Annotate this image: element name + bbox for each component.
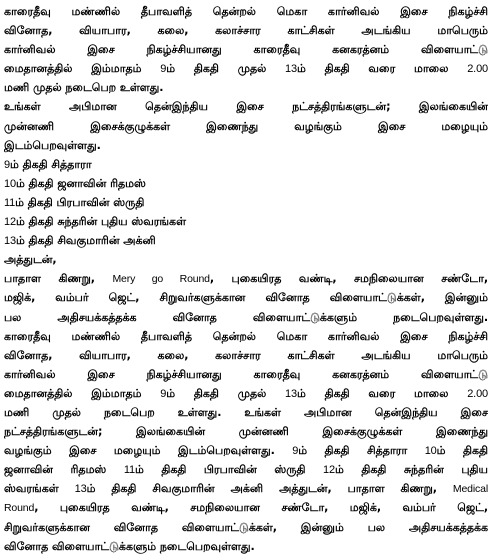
document-line: நட்சத்திரங்களுடன்; இலங்கையின் முன்னணி இசைக்குழுக்கள் இணைந்து <box>4 425 488 439</box>
document-line: முன்னணி இசைக்குழுக்கள் இணைந்து வழங்கும் இசை மழையும் <box>4 119 488 133</box>
document-line: வினோத, வியாபார, கலை, கலாச்சார காட்சிகள் அடங்கிய மாபெரும் <box>4 24 488 38</box>
document-line: அத்துடன், <box>4 253 57 267</box>
document-line: சிறுவர்களுக்கான வினோத விளையாட்டுக்கள், இன்னும் பல அதிசயக்கத்தக்க <box>4 520 488 534</box>
document-line: 12ம் திகதி சுந்தரின் புதிய ஸ்வரங்கள் <box>4 215 187 229</box>
document-line: பல அதிசயக்கத்தக்க வினோத விளையாட்டுக்களும் நடைபெறவுள்ளது. <box>4 310 488 324</box>
document-line: வினோத விளையாட்டுக்களும் நடைபெறவுள்ளது. <box>4 539 255 553</box>
document-line: இடம்பெறவுள்ளது. <box>4 138 101 152</box>
document-line: கார்னிவல் இசை நிகழ்ச்சியானது காரைதீவு கனகரத்னம் விளையாட்டு <box>4 367 488 381</box>
document-line: வழங்கும் இசை மழையும் இடம்பெறவுள்ளது. 9ம் திகதி சித்தாரா 10ம் திகதி <box>4 444 488 458</box>
document-line: 13ம் திகதி சிவகுமாரின் அக்னி <box>4 234 156 248</box>
document-line: மைதானத்தில் இம்மாதம் 9ம் திகதி முதல் 13ம் திகதி வரை மாலை 2.00 <box>4 386 488 400</box>
document-line: 11ம் திகதி பிரபாவின் ஸ்ருதி <box>4 195 145 209</box>
document-line: காரைதீவு மண்ணில் தீபாவளித் தென்றல் மெகா கார்னிவல் இசை நிகழ்ச்சி <box>4 329 488 343</box>
document-line: மைதானத்தில் இம்மாதம் 9ம் திகதி முதல் 13ம் திகதி வரை மாலை 2.00 <box>4 62 488 76</box>
document-line: 9ம் திகதி சித்தாரா <box>4 157 92 171</box>
document-line: கார்னிவல் இசை நிகழ்ச்சியானது காரைதீவு கனகரத்னம் விளையாட்டு <box>4 43 488 57</box>
document-line: வினோத, வியாபார, கலை, கலாச்சார காட்சிகள் அடங்கிய மாபெரும் <box>4 348 488 362</box>
document-line: 10ம் திகதி ஜனாவின் ரிதமஸ் <box>4 176 146 190</box>
document-line: ஸ்வரங்கள் 13ம் திகதி சிவகுமாரின் அக்னி அத்துடன், பாதாள கிணறு, Medical <box>4 482 488 496</box>
document-line: ஜனாவின் ரிதமஸ் 11ம் திகதி பிரபாவின் ஸ்ருதி 12ம் திகதி சுந்தரின் புதிய <box>4 463 488 477</box>
document-line: Round, புகையிரத வண்டி, சமநிலையான சண்டோ, மஜிக், வம்பர் ஜெட், <box>4 501 488 515</box>
document-line: காரைதீவு மண்ணில் தீபாவளித் தென்றல் மெகா கார்னிவல் இசை நிகழ்ச்சி <box>4 5 488 18</box>
document-line: மணி முதல் நடைபெற உள்ளது. <box>4 81 164 95</box>
document-line: மணி முதல் நடைபெற உள்ளது. உங்கள் அபிமான தென்இந்திய இசை <box>4 405 488 419</box>
document-line: பாதாள கிணறு, Mery go Round, புகையிரத வண்டி, சமநிலையான சண்டோ, <box>4 272 488 286</box>
document-line: உங்கள் அபிமான தென்இந்திய இசை நட்சத்திரங்களுடன்; இலங்கையின் <box>4 100 488 114</box>
document-line: மஜிக், வம்பர் ஜெட், சிறுவர்களுக்கான வினோத விளையாட்டுக்கள், இன்னும் <box>4 291 488 305</box>
